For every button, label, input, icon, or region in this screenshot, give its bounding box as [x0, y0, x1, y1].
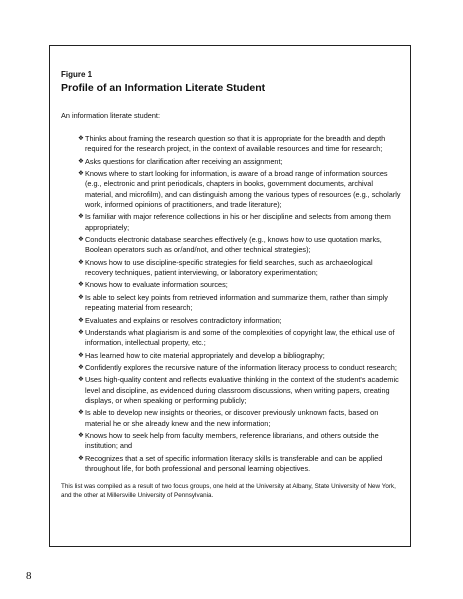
- list-item-text: Has learned how to cite material appropriately and develop a bibliography;: [85, 350, 325, 360]
- list-item-text: Uses high-quality content and reflects evaluative thinking in the context of the student's academic level and discipline, as evidenced during classroom discussions, when writing papers, creating displays, or when speaking or performing publicly;: [85, 375, 399, 405]
- diamond-bullet-icon: ❖: [78, 236, 84, 244]
- diamond-bullet-icon: ❖: [78, 170, 84, 178]
- list-item: [78, 293, 402, 314]
- list-item-text: Knows where to start looking for information, is aware of a broad range of information sources (e.g., electronic and print periodicals, chapters in books, government documents, archival material, and microfilm), and can distinguish among the various types of resources (e.g., scholarly work, informed opinions of practitioners, and trade literature);: [85, 169, 401, 209]
- list-item-text: Recognizes that a set of specific information literacy skills is transferable and can be applied throughout life, for both professional and personal learning objectives.: [85, 453, 383, 474]
- profile-list: [61, 134, 402, 474]
- list-item: [78, 258, 402, 279]
- diamond-bullet-icon: ❖: [78, 135, 84, 142]
- list-item-text: Conducts electronic database searches effectively (e.g., knows how to use quotation marks, Boolean operators such as or/and/not, and other technical strategies);: [85, 235, 382, 255]
- list-item: [78, 169, 402, 210]
- list-item-text: Confidently explores the recursive nature of the information literacy process to conduct research;: [85, 362, 397, 372]
- list-item: [78, 454, 402, 475]
- diamond-bullet-icon: ❖: [78, 432, 84, 440]
- list-item: [78, 316, 402, 326]
- diamond-bullet-icon: ❖: [78, 316, 84, 324]
- diamond-bullet-icon: ❖: [78, 328, 84, 336]
- diamond-bullet-icon: ❖: [78, 293, 84, 301]
- list-item: [78, 375, 402, 406]
- list-item: [78, 351, 402, 361]
- diamond-bullet-icon: ❖: [78, 363, 84, 371]
- page-number: 8: [26, 570, 32, 582]
- figure-box: [49, 45, 411, 547]
- diamond-bullet-icon: ❖: [78, 351, 84, 359]
- diamond-bullet-icon: ❖: [78, 454, 84, 462]
- list-item: [78, 280, 402, 290]
- diamond-bullet-icon: ❖: [78, 281, 84, 289]
- list-item: [78, 212, 402, 233]
- figure-label: Figure 1: [61, 70, 93, 79]
- list-item: [78, 408, 402, 429]
- list-item-text: Evaluates and explains or resolves contradictory information;: [85, 315, 282, 325]
- list-item: [78, 134, 402, 155]
- list-item-text: Understands what plagiarism is and some of the complexities of copyright law, the ethical use of information, intellectual property, etc.;: [85, 327, 395, 348]
- diamond-bullet-icon: ❖: [78, 376, 84, 384]
- list-item-text: Is able to select key points from retrieved information and summarize them, rather than simply repeating material from research;: [85, 292, 388, 313]
- list-item-text: Knows how to seek help from faculty members, reference librarians, and others outside the institution; and: [85, 431, 379, 451]
- list-item: [78, 235, 402, 256]
- list-item-text: Knows how to use discipline-specific strategies for field searches, such as archaeological recovery techniques, patient interviewing, or laboratory experimentation;: [85, 257, 373, 278]
- intro-text: An information literate student:: [61, 111, 160, 120]
- list-item: [78, 157, 402, 167]
- diamond-bullet-icon: ❖: [78, 409, 84, 417]
- list-item-text: Is able to develop new insights or theories, or discover previously unknown facts, based on material he or she already knew and the new information;: [85, 408, 379, 428]
- footnote: This list was compiled as a result of two focus groups, one held at the University at Albany, State University of New York, and the other at Millersville University of Pennsylvania.: [61, 483, 396, 500]
- list-item: [78, 363, 402, 373]
- diamond-bullet-icon: ❖: [78, 258, 84, 266]
- list-item: [78, 431, 402, 452]
- list-item-text: Thinks about framing the research question so that it is appropriate for the breadth and depth required for the research project, in the context of available resources and time for research;: [85, 134, 386, 154]
- list-item-text: Asks questions for clarification after receiving an assignment;: [85, 156, 283, 166]
- list-item-text: Is familiar with major reference collections in his or her discipline and selects from among them appropriately;: [85, 212, 391, 232]
- diamond-bullet-icon: ❖: [78, 213, 84, 221]
- list-item: [78, 328, 402, 349]
- figure-title: Profile of an Information Literate Student: [61, 82, 266, 94]
- list-item-text: Knows how to evaluate information sources;: [85, 280, 228, 290]
- diamond-bullet-icon: ❖: [78, 157, 84, 165]
